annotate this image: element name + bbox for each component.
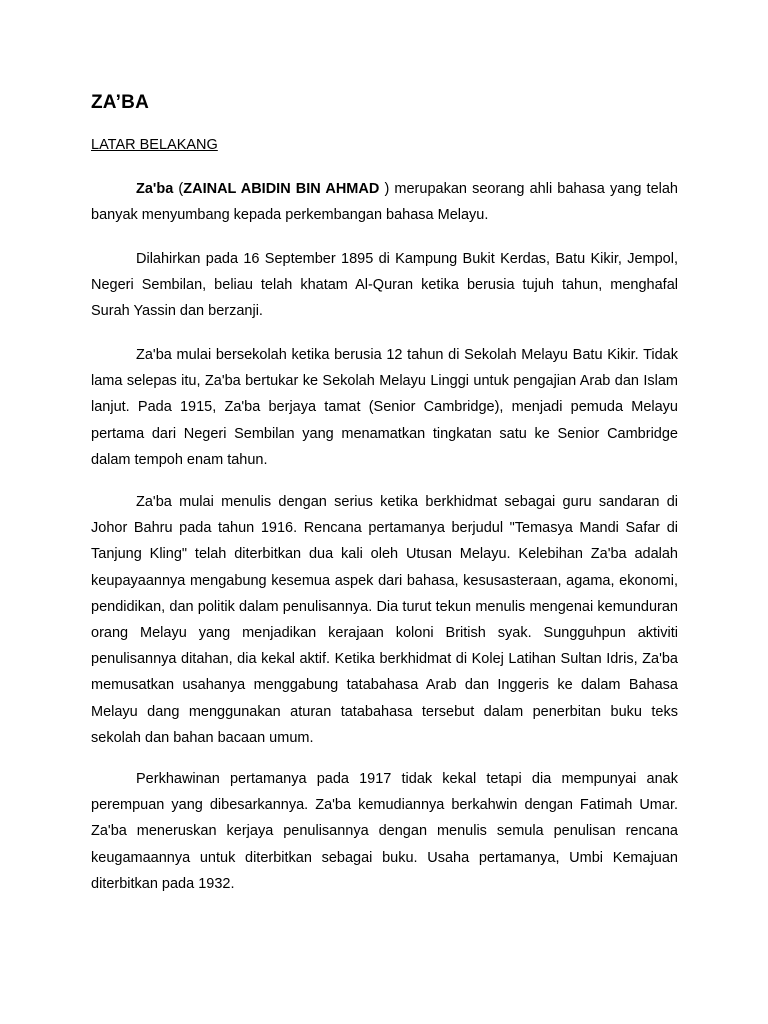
paragraph-intro (91, 176, 678, 228)
paren-open: ( (173, 181, 184, 197)
section-heading: LATAR BELAKANG (91, 137, 218, 153)
intro-rest: ) merupakan seorang ahli bahasa yang telah banyak menyumbang kepada perkembangan bahasa Melayu. (91, 181, 678, 224)
paragraph-marriage: Perkhawinan pertamanya pada 1917 tidak kekal tetapi dia mempunyai anak perempuan yang dibesarkannya. Za'ba kemudiannya berkahwin dengan Fatimah Umar. Za'ba meneruskan kerjaya penulisannya dengan menulis semula penulisan rencana keugamaannya untuk diterbitkan sebagai buku. Usaha pertamanya, Umbi Kemajuan diterbitkan pada 1932. (91, 771, 678, 892)
name-full: ZAINAL ABIDIN BIN AHMAD (183, 181, 380, 197)
paragraph-writing-career: Za'ba mulai menulis dengan serius ketika berkhidmat sebagai guru sandaran di Johor Bahru pada tahun 1916. Rencana pertamanya berjudul "Temasya Mandi Safar di Tanjung Kling" telah diterbitkan dua kali oleh Utusan Melayu. Kelebihan Za'ba adalah keupayaannya mengabung kesemua aspek dari bahasa, kesusasteraan, agama, ekonomi, pendidikan, dan politik dalam penulisannya. Dia turut tekun menulis mengenai kemunduran orang Melayu yang menjadikan kerajaan koloni British syak. Sungguhpun aktiviti penulisannya ditahan, dia kekal aktif. Ketika berkhidmat di Kolej Latihan Sultan Idris, Za'ba memusatkan usahanya menggabung tatabahasa Arab dan Inggeris ke dalam Bahasa Melayu dang menggunakan aturan tatabahasa tersebut dalam penerbitan buku teks sekolah dan bahan bacaan umum. (91, 494, 678, 746)
name-short: Za'ba (136, 181, 174, 197)
document-title: ZA’BA (91, 92, 149, 113)
paragraph-birth: Dilahirkan pada 16 September 1895 di Kampung Bukit Kerdas, Batu Kikir, Jempol, Negeri Sembilan, beliau telah khatam Al-Quran ketika berusia tujuh tahun, menghafal Surah Yassin dan berzanji. (91, 251, 678, 320)
paragraph-education: Za'ba mulai bersekolah ketika berusia 12 tahun di Sekolah Melayu Batu Kikir. Tidak lama selepas itu, Za'ba bertukar ke Sekolah Melayu Linggi untuk pengajian Arab dan Islam lanjut. Pada 1915, Za'ba berjaya tamat (Senior Cambridge), menjadi pemuda Melayu pertama dari Negeri Sembilan yang menamatkan tingkatan satu ke Senior Cambridge dalam tempoh enam tahun. (91, 347, 678, 468)
